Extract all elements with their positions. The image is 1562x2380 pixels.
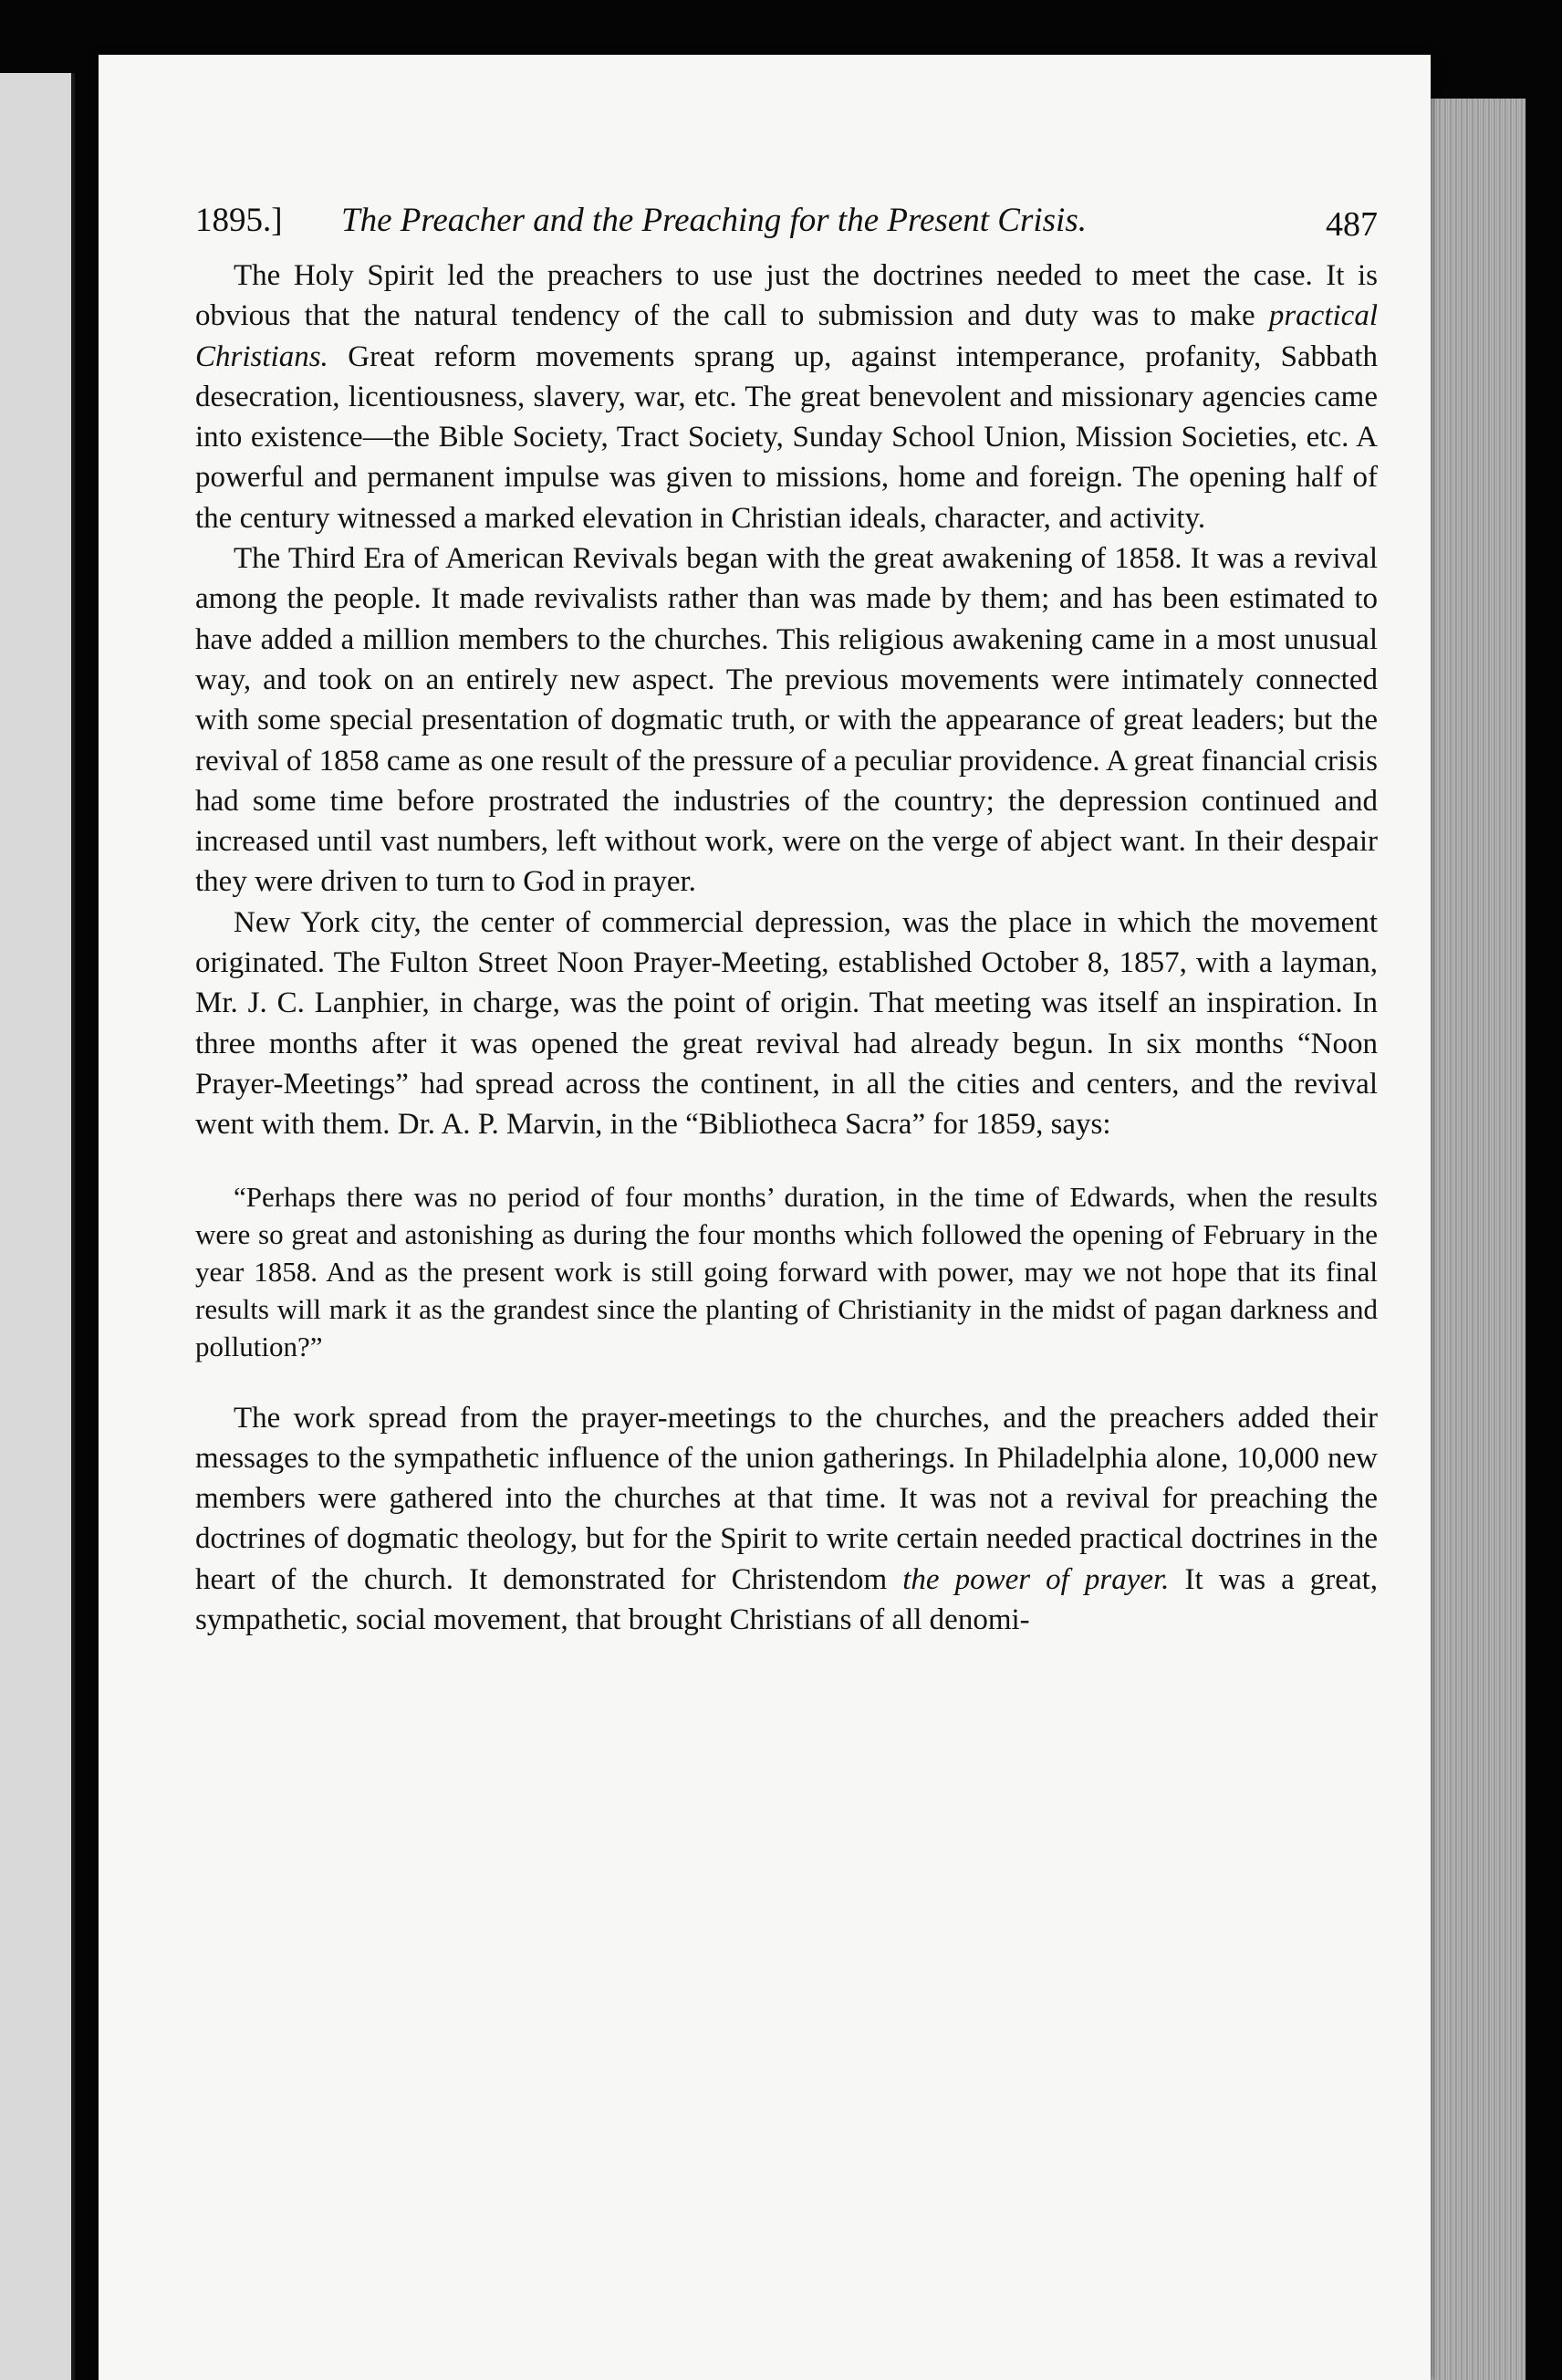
paragraph-3: New York city, the center of commercial depression, was the place in which the movement originated. The Fulton Street Noon Prayer-Meeting, established October 8, 1857, with a layman, Mr. J. C. Lanphier, in charge, was the point of origin. That meeting was itself an inspiration. In three months after it was opened the great revival had already begun. In six months “Noon Prayer-Meetings” had spread across the continent, in all the cities and centers, and the revival went with them. Dr. A. P. Marvin, in the “Bibliotheca Sacra” for 1859, says: — [195, 905, 1378, 1142]
body-text — [195, 256, 1378, 1640]
book-page — [99, 55, 1431, 2380]
running-title: The Preacher and the Preaching for the Present Crisis. — [341, 202, 1087, 239]
page-edges — [1431, 99, 1526, 2380]
paragraph-1-before: The Holy Spirit led the preachers to use just the doctrines needed to meet the case. It is obvious that the natural tendency of the call to submission and duty was to make — [195, 259, 1378, 333]
block-quote: “Perhaps there was no period of four months’ duration, in the time of Edwards, when the results were so great and astonishing as during the four months which followed the opening of February in the year 1858. And as the present work is still going forward with power, may we not hope that its final results will mark it as the grandest since the planting of Christianity in the midst of pagan darkness and pollution?” — [195, 1180, 1378, 1362]
header-year: 1895.] — [195, 202, 283, 239]
paragraph-1 — [195, 256, 1378, 538]
paragraph-4 — [195, 1398, 1378, 1641]
paragraph-4-before: The work spread from the prayer-meetings to the churches, and the preachers added their messages to the sympathetic influence of the union gatherings. In Philadelphia alone, 10,000 new members were gathered into the churches at that time. It was not a revival for preaching the doctrines of dogmatic theology, but for the Spirit to write certain needed practical doctrines in the heart of the church. It demonstrated for Christendom — [195, 1401, 1378, 1596]
page-number: 487 — [1326, 205, 1378, 244]
paragraph-2: The Third Era of American Revivals began with the great awakening of 1858. It was a revival among the people. It made revivalists rather than was made by them; and has been estimated to have added a million members to the churches. This religious awakening came in a most unusual way, and took on an entirely new aspect. The previous movements were intimately connected with some special presentation of dogmatic truth, or with the appearance of great leaders; but the revival of 1858 came as one result of the pressure of a peculiar providence. A great financial crisis had some time before prostrated the industries of the country; the depression continued and increased until vast numbers, left without work, were on the verge of abject want. In their despair they were driven to turn to God in prayer. — [195, 542, 1378, 899]
facing-page-edge — [0, 73, 75, 2380]
paragraph-1-after: Great reform movements sprang up, against intemperance, profanity, Sabbath desecration, licentiousness, slavery, war, etc. The great benevolent and missionary agencies came into existence—the Bible Society, Tract Society, Sunday School Union, Mission Societies, etc. A powerful and permanent impulse was given to missions, home and foreign. The opening half of the century witnessed a marked elevation in Christian ideals, character, and activity. — [195, 339, 1378, 535]
paragraph-4-after: It was a great, sympathetic, social movement, that brought Christians of all denomi- — [195, 1562, 1379, 1637]
running-header — [195, 192, 1378, 246]
paragraph-1-emphasis: practical Christians. — [195, 299, 1378, 373]
paragraph-4-emphasis: the power of prayer. — [902, 1562, 1170, 1596]
